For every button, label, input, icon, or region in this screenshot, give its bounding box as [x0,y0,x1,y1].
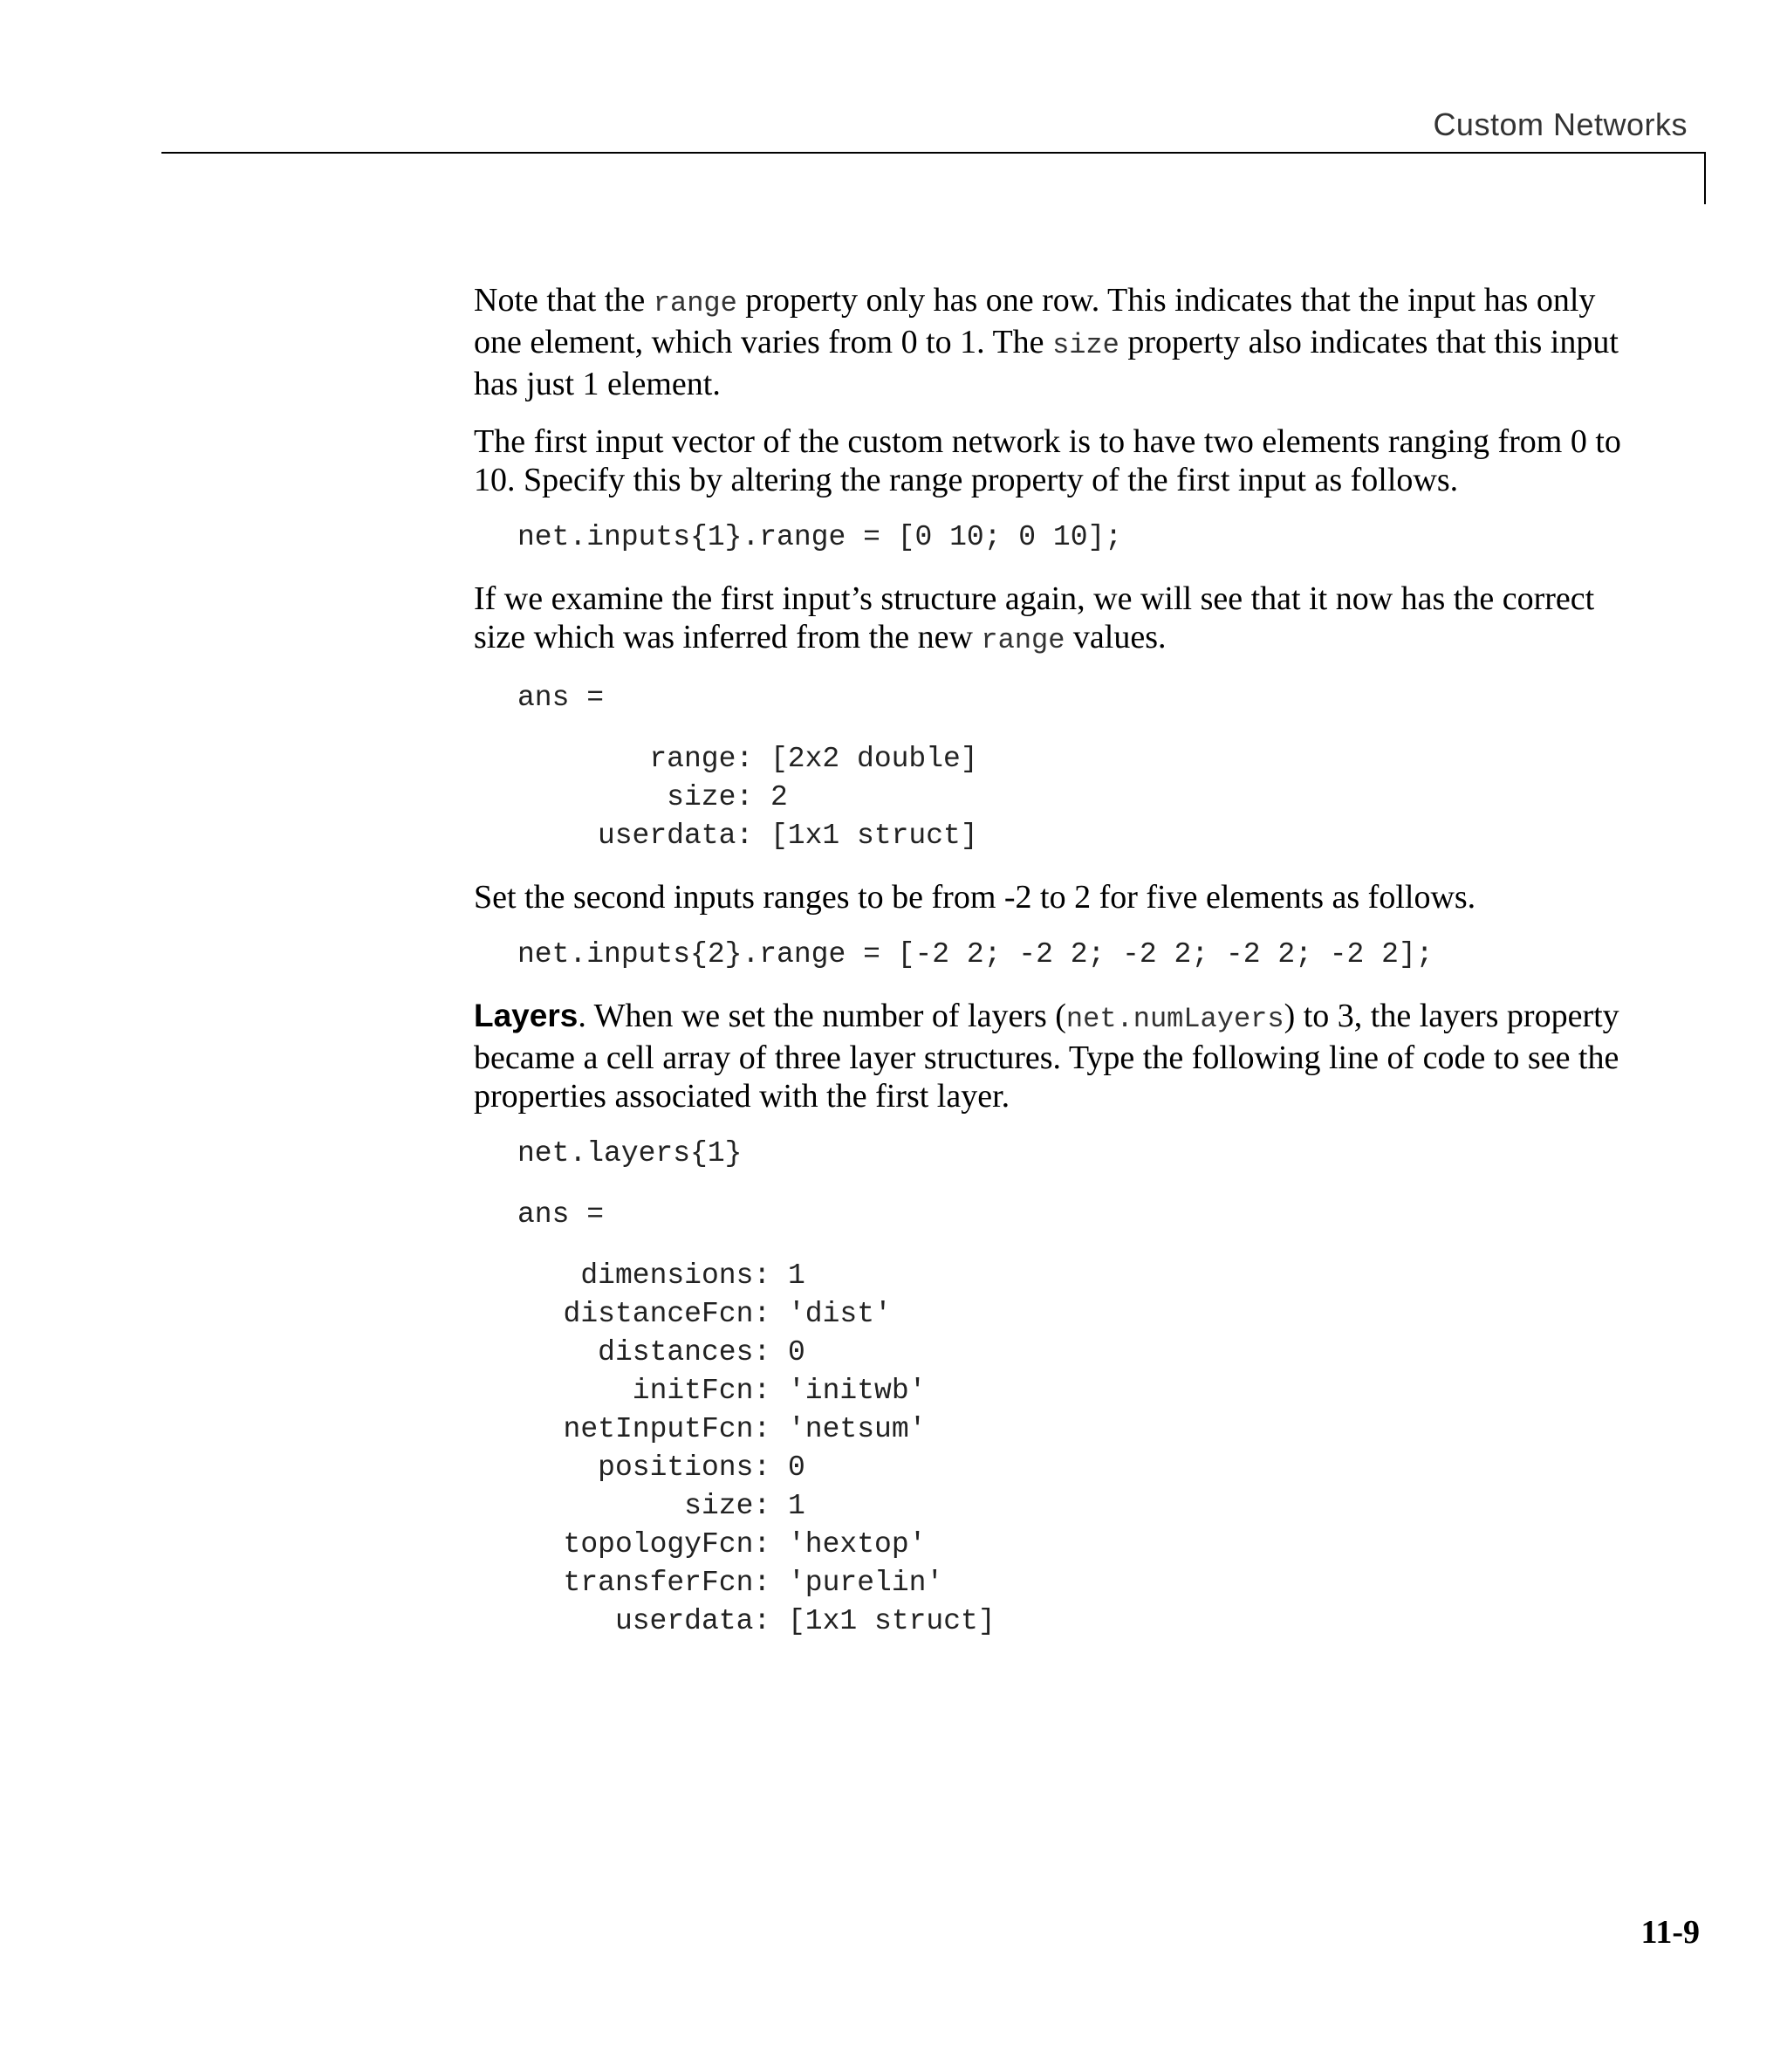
struct-value: [1x1 struct] [788,1605,996,1637]
text-run: Note that the [474,282,654,319]
text-run: property also indicates that this input has just 1 element. [474,324,1619,402]
struct-value: 0 [788,1336,805,1369]
struct-row [517,1526,1634,1564]
struct-output-input1 [517,740,1634,855]
text-run: property only has one row. This indicates that the input has only one element, which varies from 0 to 1. The [474,282,1596,360]
struct-row [517,1487,1634,1526]
struct-value: 1 [788,1490,805,1522]
page-number: 11-9 [1640,1914,1700,1951]
struct-row [517,1257,1634,1295]
struct-value: [1x1 struct] [770,820,978,852]
inline-code: range [653,287,737,319]
code-ans-label: ans = [517,682,605,714]
code-inputs2-range: net.inputs{2}.range = [-2 2; -2 2; -2 2; -2 2; -2 2]; [517,938,1434,971]
struct-row [517,1295,1634,1334]
code-inputs1-range: net.inputs{1}.range = [0 10; 0 10]; [517,521,1123,553]
struct-row [517,740,1634,779]
text-run: If we examine the first input’s structure again, we will see that it now has the correct size which was inferred from the new [474,580,1595,655]
struct-value: 2 [770,781,788,813]
section-run-in-heading: Layers [474,998,579,1033]
paragraph-first-input: The first input vector of the custom network is to have two elements ranging from 0 to 10. Specify this by altering the range property of the first input as follows. [474,423,1621,498]
struct-key: netInputFcn: [563,1413,788,1445]
inline-code: net.numLayers [1065,1003,1284,1035]
struct-value: 0 [788,1451,805,1484]
struct-value: [2x2 double] [770,743,978,775]
struct-value: 'dist' [788,1298,892,1330]
code-ans-label: ans = [517,1198,605,1231]
code-layers1: net.layers{1} [517,1137,743,1170]
text-run: values. [1065,619,1167,655]
struct-key: transferFcn: [563,1567,788,1599]
header-rule [161,152,1706,154]
inline-code: size [1052,329,1119,361]
struct-key: topologyFcn: [563,1528,788,1561]
struct-key: distances: [598,1336,788,1369]
struct-value: 'hextop' [788,1528,927,1561]
struct-key: initFcn: [632,1375,788,1407]
struct-row [517,1564,1634,1602]
struct-row [517,1602,1634,1641]
struct-row [517,1410,1634,1449]
running-header-title: Custom Networks [1433,106,1688,142]
struct-value: 'netsum' [788,1413,927,1445]
struct-row [517,1334,1634,1372]
text-run: . When we set the number of layers ( [578,998,1066,1034]
struct-key: userdata: [614,1605,788,1637]
struct-row [517,779,1634,817]
paragraph-second-input: Set the second inputs ranges to be from -2 to 2 for five elements as follows. [474,879,1476,916]
struct-row [517,817,1634,855]
struct-key: range: [649,743,770,775]
page-body [474,281,1634,1664]
inline-code: range [981,624,1065,656]
paragraph-range-note [474,281,1634,403]
struct-row [517,1372,1634,1410]
struct-value: 'initwb' [788,1375,927,1407]
paragraph-layers [474,997,1634,1115]
struct-key: size: [684,1490,788,1522]
text-run: ) to 3, the layers property became a cell array of three layer structures. Type the following line of code to see the properties associated with the first layer. [474,998,1619,1115]
header-corner-tick [1704,152,1706,204]
struct-key: size: [667,781,770,813]
struct-output-layer1 [517,1257,1634,1641]
struct-key: positions: [598,1451,788,1484]
struct-key: dimensions: [580,1259,788,1292]
struct-key: distanceFcn: [563,1298,788,1330]
paragraph-examine-structure [474,580,1634,660]
struct-key: userdata: [597,820,770,852]
struct-value: 'purelin' [788,1567,944,1599]
struct-value: 1 [788,1259,805,1292]
struct-row [517,1449,1634,1487]
